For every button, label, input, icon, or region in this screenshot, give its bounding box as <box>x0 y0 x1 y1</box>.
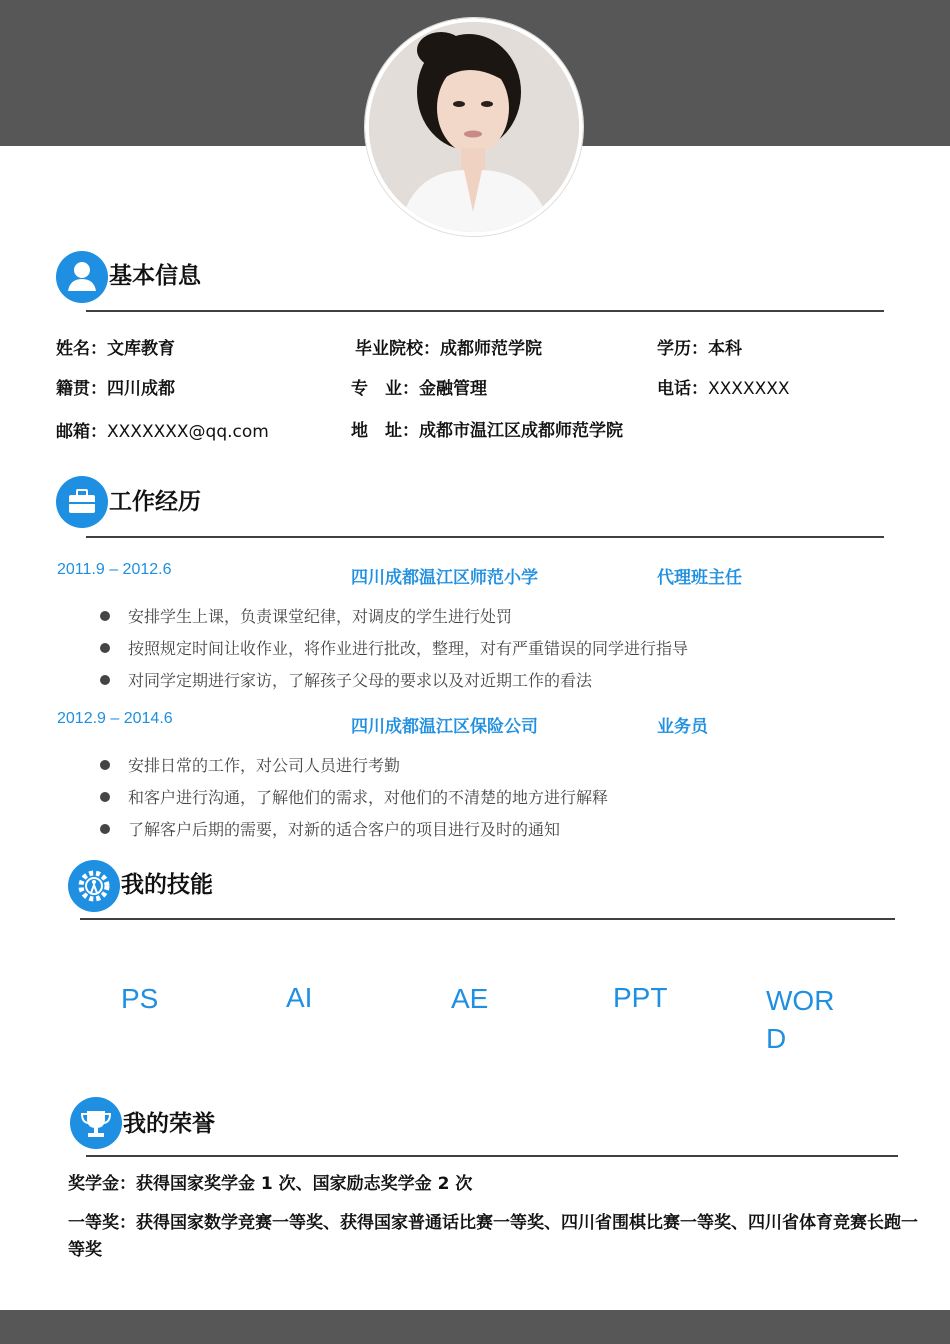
job-bullet <box>100 604 512 627</box>
info-label: 专 业： <box>351 379 419 399</box>
bullet-dot-icon <box>100 611 110 621</box>
work-icon-badge <box>56 476 108 528</box>
info-value: 金融管理 <box>419 379 487 399</box>
job-company: 四川成都温江区师范小学 <box>351 568 538 588</box>
info-value: 成都市温江区成都师范学院 <box>419 421 623 441</box>
basic-info-icon-badge <box>56 251 108 303</box>
profile-photo <box>365 18 583 236</box>
section-title-work: 工作经历 <box>109 489 201 515</box>
section-title-honors: 我的荣誉 <box>123 1111 215 1137</box>
honors-icon-badge <box>70 1097 122 1149</box>
bullet-dot-icon <box>100 675 110 685</box>
job-date: 2011.9 – 2012.6 <box>57 561 172 578</box>
job-role: 业务员 <box>657 717 708 737</box>
info-label: 毕业院校： <box>355 339 440 359</box>
job-bullet <box>100 636 688 659</box>
bullet-text: 安排日常的工作，对公司人员进行考勤 <box>128 756 401 775</box>
info-value: 四川成都 <box>107 379 175 399</box>
section-title-basic: 基本信息 <box>109 263 201 289</box>
footer-band <box>0 1310 950 1344</box>
skill-item: PS <box>121 983 159 1014</box>
info-value: XXXXXXX <box>708 379 790 399</box>
info-value: XXXXXXX@qq.com <box>107 422 269 442</box>
info-value: 文库教育 <box>107 339 175 359</box>
gear-icon <box>68 860 120 912</box>
info-value: 本科 <box>708 339 742 359</box>
honor-line: 奖学金：获得国家奖学金 1 次、国家励志奖学金 2 次 <box>68 1174 473 1194</box>
section-title-skills: 我的技能 <box>121 872 213 898</box>
job-company: 四川成都温江区保险公司 <box>351 717 538 737</box>
section-divider <box>80 918 895 920</box>
info-name <box>56 334 175 359</box>
info-hometown <box>56 374 175 399</box>
bullet-text: 了解客户后期的需要，对新的适合客户的项目进行及时的通知 <box>128 820 561 839</box>
bullet-dot-icon <box>100 792 110 802</box>
job-bullet <box>100 817 560 840</box>
info-major <box>351 374 487 399</box>
trophy-icon <box>70 1097 122 1149</box>
info-label: 学历： <box>657 339 708 359</box>
skill-item: WOR D <box>766 985 835 1054</box>
info-address <box>351 416 623 441</box>
bullet-dot-icon <box>100 760 110 770</box>
honor-line: 一等奖：获得国家数学竞赛一等奖、获得国家普通话比赛一等奖、四川省围棋比赛一等奖、四川省体育竞赛长跑一等奖 <box>68 1213 918 1260</box>
job-bullet <box>100 753 400 776</box>
job-date: 2012.9 – 2014.6 <box>57 710 173 727</box>
job-role: 代理班主任 <box>657 568 742 588</box>
bullet-text: 安排学生上课，负责课堂纪律，对调皮的学生进行处罚 <box>128 607 513 626</box>
info-school <box>355 334 542 359</box>
skill-item: PPT <box>613 982 668 1013</box>
info-phone <box>657 374 790 399</box>
bullet-text: 和客户进行沟通，了解他们的需求，对他们的不清楚的地方进行解释 <box>128 788 609 807</box>
info-label: 电话： <box>657 379 708 399</box>
bullet-text: 对同学定期进行家访，了解孩子父母的要求以及对近期工作的看法 <box>128 671 593 690</box>
info-label: 姓名： <box>56 339 107 359</box>
section-divider <box>86 310 884 312</box>
briefcase-icon <box>56 476 108 528</box>
section-divider <box>86 1155 898 1157</box>
skill-item: AI <box>286 982 313 1013</box>
info-degree <box>657 334 742 359</box>
info-value: 成都师范学院 <box>440 339 542 359</box>
bullet-text: 按照规定时间让收作业，将作业进行批改，整理，对有严重错误的同学进行指导 <box>128 639 689 658</box>
info-label: 籍贯： <box>56 379 107 399</box>
bullet-dot-icon <box>100 643 110 653</box>
skill-item: AE <box>451 983 489 1014</box>
section-divider <box>86 536 884 538</box>
portrait-illustration <box>369 22 579 232</box>
person-icon <box>56 251 108 303</box>
job-bullet <box>100 668 592 691</box>
bullet-dot-icon <box>100 824 110 834</box>
info-label: 地 址： <box>351 421 419 441</box>
info-email <box>56 417 269 442</box>
skills-icon-badge <box>68 860 120 912</box>
job-bullet <box>100 785 608 808</box>
info-label: 邮箱： <box>56 422 107 442</box>
